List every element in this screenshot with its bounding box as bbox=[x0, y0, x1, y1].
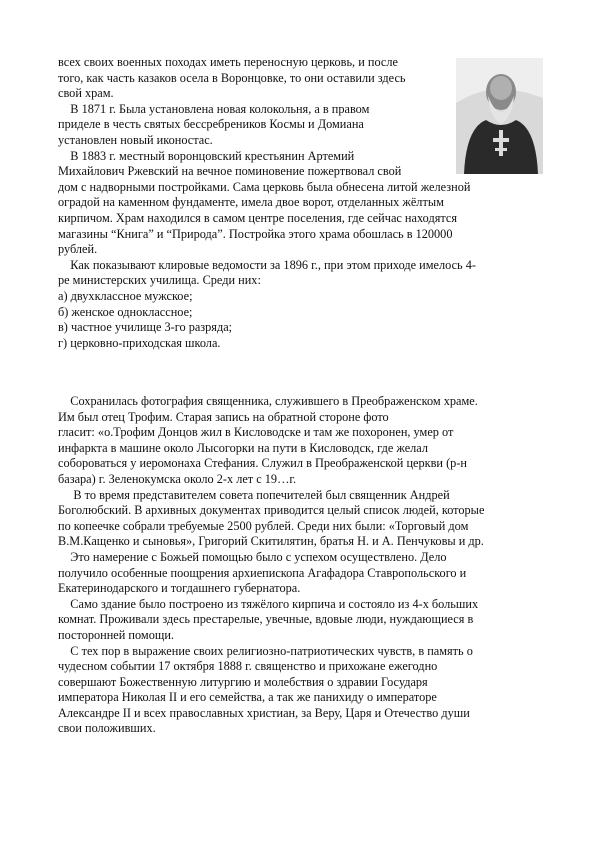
text-line: свой храм. bbox=[58, 86, 114, 101]
text-line: Александре II и всех православных христиан, за Веру, Царя и Отечество души bbox=[58, 705, 470, 720]
text-line: оградой на каменном фундаменте, имела двое ворот, отделанных жёлтым bbox=[58, 195, 444, 210]
text-line: приделе в честь святых бессребреников Космы и Домиана bbox=[58, 117, 364, 132]
text-line: а) двухклассное мужское; bbox=[58, 288, 193, 303]
text-line: В 1883 г. местный воронцовский крестьянин Артемий bbox=[58, 148, 355, 163]
text-line: посторонней помощи. bbox=[58, 627, 174, 642]
text-line: Им был отец Трофим. Старая запись на обратной стороне фото bbox=[58, 409, 389, 424]
text-line: императора Николая II и его семейства, а так же панихиду о императоре bbox=[58, 690, 437, 705]
text-line: установлен новый иконостас. bbox=[58, 132, 213, 147]
text-line: Само здание было построено из тяжёлого кирпича и состояло из 4-х больших bbox=[58, 596, 479, 611]
text-line: совершают Божественную литургию и молебствия о здравии Государя bbox=[58, 674, 428, 689]
text-line: чудесном событии 17 октября 1888 г. священство и прихожане ежегодно bbox=[58, 659, 438, 674]
text-line: базара) г. Зеленокумска около 2-х лет с 19…г. bbox=[58, 471, 297, 486]
text-line: в) частное училище 3-го разряда; bbox=[58, 320, 233, 335]
text-line: собороваться у иеромонаха Стефания. Служил в Преображенской церкви (р-н bbox=[58, 456, 468, 471]
text-line: Это намерение с Божьей помощью было с успехом осуществлено. Дело bbox=[58, 549, 447, 564]
text-line: инфаркта в машине около Лысогорки на пути в Кисловодск, где желал bbox=[58, 440, 428, 455]
text-line: Сохранилась фотография священника, служившего в Преображенском храме. bbox=[58, 394, 478, 408]
text-line: гласит: «о.Трофим Донцов жил в Кисловодске и там же похоронен, умер от bbox=[58, 425, 454, 440]
text-line: всех своих военных походах иметь переносную церковь, и после bbox=[58, 55, 398, 69]
text-block-history bbox=[58, 55, 476, 351]
text-line: дом с надворными постройками. Сама церковь была обнесена литой железной bbox=[58, 179, 471, 194]
text-line: Михайлович Ржевский на вечное поминовение пожертвовал свой bbox=[58, 164, 402, 179]
text-line: комнат. Проживали здесь престарелые, увечные, вдовые люди, нуждающиеся в bbox=[58, 612, 474, 627]
text-line: свои положивших. bbox=[58, 721, 156, 736]
text-line: г) церковно-приходская школа. bbox=[58, 335, 221, 350]
text-line: того, как часть казаков осела в Воронцовке, то они оставили здесь bbox=[58, 70, 406, 85]
text-line: получило особенные поощрения архиепископа Агафадора Ставропольского и bbox=[58, 565, 467, 580]
text-line: В.М.Кащенко и сыновья», Григорий Скитилятин, братья Н. и А. Пенчуковы и др. bbox=[58, 534, 484, 549]
text-line: В 1871 г. Была установлена новая колокольня, а в правом bbox=[58, 101, 370, 116]
text-line: Екатеринодарского и тогдашнего губернатора. bbox=[58, 581, 301, 596]
text-line: по копеечке собрали требуемые 2500 рублей. Среди них были: «Торговый дом bbox=[58, 518, 469, 533]
text-line: Как показывают клировые ведомости за 1896 г., при этом приходе имелось 4- bbox=[58, 257, 476, 272]
text-line: кирпичом. Храм находился в самом центре поселения, где сейчас находятся bbox=[58, 210, 457, 225]
text-block-photo-and-charity bbox=[58, 394, 484, 737]
text-line: ре министерских училища. Среди них: bbox=[58, 273, 261, 288]
text-line: С тех пор в выражение своих религиозно-патриотических чувств, в память о bbox=[58, 643, 473, 658]
text-line: б) женское одноклассное; bbox=[58, 304, 193, 319]
text-line: рублей. bbox=[58, 242, 98, 257]
text-line: Боголюбский. В архивных документах приводится целый список людей, которые bbox=[58, 503, 485, 518]
text-line: В то время представителем совета попечителей был священник Андрей bbox=[58, 487, 450, 502]
text-line: магазины “Книга” и “Природа”. Постройка этого храма обошлась в 120000 bbox=[58, 226, 453, 241]
